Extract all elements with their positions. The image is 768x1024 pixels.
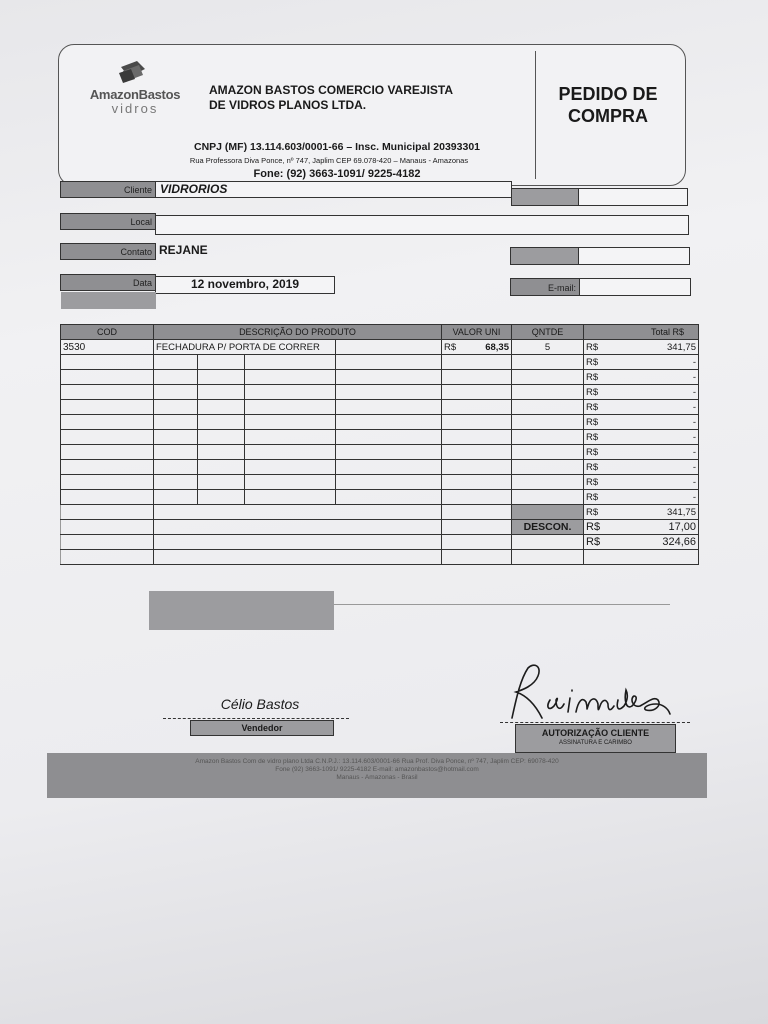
footer-band (47, 753, 707, 798)
local-label: Local (60, 213, 156, 230)
total-cell (584, 475, 699, 490)
cliente-field[interactable]: VIDRORIOS (155, 181, 512, 198)
item-valor-currency: R$ (444, 341, 457, 353)
table-row (61, 400, 699, 415)
table-row (61, 460, 699, 475)
contato-field[interactable]: REJANE (159, 243, 208, 257)
table-row (61, 550, 699, 565)
company-cnpj: CNPJ (MF) 13.114.603/0001-66 – Insc. Municipal 20393301 (194, 141, 480, 153)
total-cell (584, 415, 699, 430)
total-empty-dash: - (692, 416, 696, 428)
seller-signature-line (163, 718, 349, 719)
company-logo (83, 59, 187, 119)
company-phone: Fone: (92) 3663-1091/ 9225-4182 (253, 168, 421, 180)
data-field[interactable]: 12 novembro, 2019 (155, 276, 335, 294)
observations-gray-box (149, 591, 334, 630)
item-total-currency: R$ (586, 341, 599, 353)
client-authorization-label: AUTORIZAÇÃO CLIENTE (541, 728, 650, 738)
table-row (61, 385, 699, 400)
total-empty-dash: - (692, 446, 696, 458)
total-empty-dash: - (692, 491, 696, 503)
discount-label: DESCON. (512, 520, 584, 535)
total-currency: R$ (586, 476, 599, 488)
seller-label: Vendedor (190, 720, 334, 736)
table-row (61, 445, 699, 460)
company-name (209, 83, 509, 113)
client-signature-line (500, 722, 690, 723)
item-valor-uni-value: 68,35 (485, 341, 509, 353)
contato-extra-gray (510, 247, 579, 265)
final-total-currency: R$ (586, 536, 601, 548)
subtotal-value: 341,75 (666, 506, 696, 518)
document-title-line2: COMPRA (568, 106, 648, 126)
item-valor-uni (442, 340, 512, 355)
total-cell (584, 385, 699, 400)
subtotal-cell (584, 505, 699, 520)
total-empty-dash: - (692, 386, 696, 398)
local-field[interactable] (155, 215, 689, 235)
header-qntde: QNTDE (512, 325, 584, 340)
item-descricao: FECHADURA P/ PORTA DE CORRER (154, 340, 336, 355)
total-cell (584, 490, 699, 505)
table-header-row (61, 325, 699, 340)
company-address: Rua Professora Diva Ponce, nº 747, Japlim CEP 69.078-420 – Manaus - Amazonas (189, 156, 469, 165)
seller-name: Célio Bastos (220, 696, 300, 712)
total-empty-dash: - (692, 356, 696, 368)
table-row (61, 490, 699, 505)
footer-line3: Manaus - Amazonas - Brasil (336, 774, 418, 781)
table-row (61, 355, 699, 370)
email-label: E-mail: (510, 278, 580, 296)
subtotal-row (61, 505, 699, 520)
client-handwritten-signature (498, 660, 678, 726)
total-cell (584, 355, 699, 370)
email-field[interactable] (579, 278, 691, 296)
total-currency: R$ (586, 461, 599, 473)
logo-subtitle: vidros (111, 101, 159, 116)
header-card (58, 44, 686, 186)
subtotal-currency: R$ (586, 506, 599, 518)
total-currency: R$ (586, 491, 599, 503)
table-row (61, 340, 699, 355)
final-total-row (61, 535, 699, 550)
final-total-cell (584, 535, 699, 550)
footer-text (47, 758, 707, 782)
item-total (584, 340, 699, 355)
data-label: Data (60, 274, 156, 291)
table-row (61, 430, 699, 445)
client-authorization-box (515, 724, 676, 753)
discount-value: 17,00 (668, 521, 696, 533)
observations-line (334, 604, 670, 605)
total-empty-dash: - (692, 476, 696, 488)
total-currency: R$ (586, 431, 599, 443)
header-valor-uni: VALOR UNI (442, 325, 512, 340)
total-cell (584, 430, 699, 445)
total-cell (584, 460, 699, 475)
header-total: Total R$ (584, 325, 699, 340)
table-row (61, 415, 699, 430)
total-cell (584, 445, 699, 460)
company-name-line1: AMAZON BASTOS COMERCIO VAREJISTA (209, 83, 454, 97)
header-cod: COD (61, 325, 154, 340)
total-empty-dash: - (692, 401, 696, 413)
total-currency: R$ (586, 416, 599, 428)
total-currency: R$ (586, 371, 599, 383)
total-currency: R$ (586, 356, 599, 368)
table-row (61, 475, 699, 490)
client-authorization-sub: ASSINATURA E CARIMBO (559, 740, 632, 746)
total-currency: R$ (586, 446, 599, 458)
document-title-line1: PEDIDO DE (558, 84, 658, 104)
total-empty-dash: - (692, 461, 696, 473)
data-gray-bar (61, 292, 156, 309)
total-empty-dash: - (692, 371, 696, 383)
header-descricao: DESCRIÇÃO DO PRODUTO (154, 325, 442, 340)
total-cell (584, 370, 699, 385)
company-name-line2: DE VIDROS PLANOS LTDA. (209, 98, 367, 112)
table-row (61, 370, 699, 385)
footer-line1: Amazon Bastos Com de vidro plano Ltda C.N.P.J.: 13.114.603/0001-66 Rua Prof. Diva Ponce, nº 747, Japlim CEP: 69078-420 (195, 758, 559, 765)
discount-currency: R$ (586, 521, 601, 533)
contato-extra-field[interactable] (578, 247, 690, 265)
item-desc-blank (336, 340, 442, 355)
cliente-label: Cliente (60, 181, 156, 198)
total-currency: R$ (586, 401, 599, 413)
discount-cell (584, 520, 699, 535)
footer-line2: Fone (92) 3663-1091/ 9225-4182 E-mail: amazonbastos@hotmail.com (275, 766, 479, 773)
item-qntde: 5 (512, 340, 584, 355)
total-cell (584, 400, 699, 415)
header-divider (535, 51, 536, 179)
glass-pane-logo-icon (117, 59, 147, 85)
item-total-value: 341,75 (666, 341, 696, 353)
total-currency: R$ (586, 386, 599, 398)
cliente-extra-gray (511, 188, 579, 206)
final-total-value: 324,66 (662, 536, 696, 548)
logo-name: AmazonBastos (89, 87, 181, 102)
contato-label: Contato (60, 243, 156, 260)
discount-row (61, 520, 699, 535)
document-title (543, 83, 673, 127)
item-cod: 3530 (61, 340, 154, 355)
cliente-extra-field[interactable] (578, 188, 688, 206)
items-table (60, 324, 699, 565)
total-empty-dash: - (692, 431, 696, 443)
